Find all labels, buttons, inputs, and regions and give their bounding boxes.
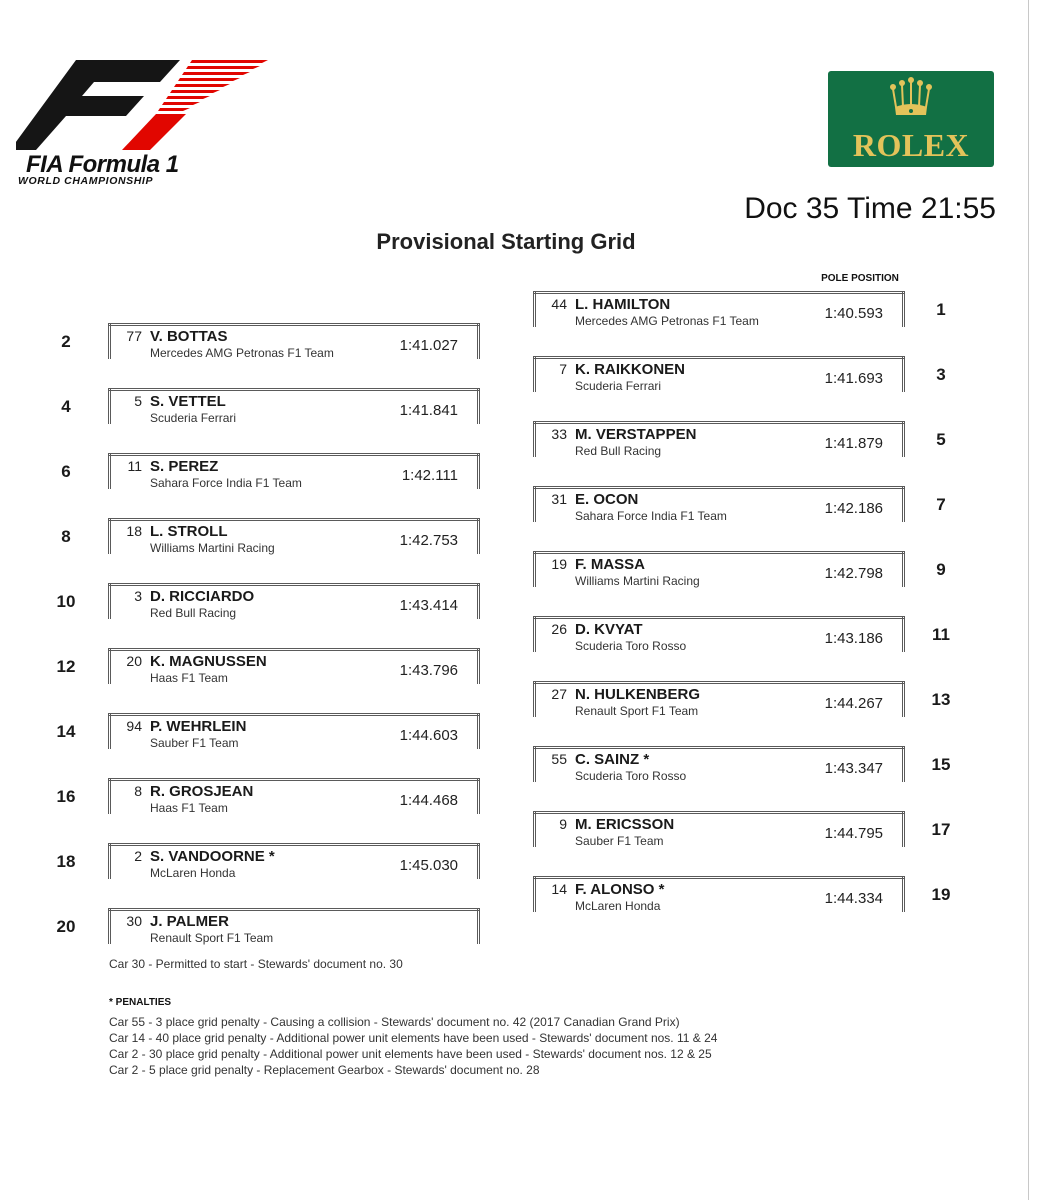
team-name: McLaren Honda — [150, 866, 236, 880]
car-number: 3 — [134, 588, 142, 604]
slot-border — [108, 323, 480, 326]
slot-border — [108, 388, 480, 391]
driver-name: S. VETTEL — [150, 393, 226, 410]
slot-border — [108, 843, 111, 879]
slot-border — [108, 583, 480, 586]
driver-name: F. ALONSO * — [575, 881, 665, 898]
driver-name: N. HULKENBERG — [575, 686, 701, 703]
driver-name: S. PEREZ — [150, 458, 219, 475]
team-name: Red Bull Racing — [575, 444, 662, 458]
grid-slot — [108, 713, 480, 749]
team-name: Haas F1 Team — [150, 671, 228, 685]
logo-name: FIA Formula 1 — [26, 151, 179, 178]
lap-time: 1:43.186 — [824, 630, 883, 647]
slot-border — [477, 778, 480, 814]
grid-position: 5 — [936, 430, 946, 449]
lap-time: 1:44.603 — [399, 727, 458, 744]
slot-border — [108, 778, 480, 781]
driver-name: C. SAINZ * — [575, 751, 650, 768]
driver-name: V. BOTTAS — [150, 328, 228, 345]
grid-slot — [108, 388, 480, 424]
f1-logo — [16, 58, 272, 188]
slot-border — [902, 356, 905, 392]
grid-position: 9 — [936, 560, 946, 579]
slot-border — [108, 648, 111, 684]
slot-border — [533, 486, 905, 489]
team-name: Renault Sport F1 Team — [575, 704, 699, 718]
lap-time: 1:40.593 — [824, 305, 883, 322]
grid-position: 7 — [936, 495, 946, 514]
car-number: 55 — [551, 751, 567, 767]
grid-position: 10 — [56, 592, 76, 611]
team-name: Sauber F1 Team — [150, 736, 239, 750]
slot-border — [902, 421, 905, 457]
driver-name: L. HAMILTON — [575, 296, 671, 313]
slot-border — [533, 551, 536, 587]
grid-slot — [533, 746, 905, 782]
grid-position: 11 — [932, 625, 950, 644]
slot-border — [477, 453, 480, 489]
grid-position: 18 — [56, 852, 76, 871]
grid-slot — [108, 648, 480, 684]
grid-position: 19 — [931, 885, 951, 904]
grid-slot — [108, 518, 480, 554]
slot-border — [533, 681, 536, 717]
penalty-line-4: Car 2 - 5 place grid penalty - Replacement Gearbox - Stewards' document no. 28 — [109, 1063, 540, 1077]
car-number: 2 — [134, 848, 142, 864]
slot-border — [902, 616, 905, 652]
slot-border — [108, 908, 480, 911]
grid-slot — [108, 843, 480, 879]
slot-border — [108, 518, 480, 521]
slot-border — [108, 908, 111, 944]
grid-slot — [533, 291, 905, 327]
team-name: Sauber F1 Team — [575, 834, 664, 848]
grid-position: 13 — [931, 690, 951, 709]
lap-time: 1:44.267 — [824, 695, 883, 712]
slot-border — [108, 453, 480, 456]
driver-name: D. KVYAT — [575, 621, 643, 638]
lap-time: 1:42.111 — [401, 467, 458, 484]
slot-border — [902, 291, 905, 327]
car-number: 9 — [559, 816, 567, 832]
lap-time: 1:42.186 — [824, 500, 883, 517]
team-name: Sahara Force India F1 Team — [575, 509, 727, 523]
slot-border — [108, 778, 111, 814]
slot-border — [902, 486, 905, 522]
slot-border — [477, 843, 480, 879]
sponsor-name: ROLEX — [852, 127, 970, 163]
slot-border — [477, 518, 480, 554]
slot-border — [533, 876, 905, 879]
slot-border — [477, 323, 480, 359]
slot-border — [108, 648, 480, 651]
lap-time: 1:44.468 — [399, 792, 458, 809]
grid-slot — [533, 616, 905, 652]
rolex-logo — [828, 71, 994, 167]
car-number: 27 — [551, 686, 567, 702]
grid-slot — [533, 486, 905, 522]
grid-slot — [533, 356, 905, 392]
team-name: Scuderia Toro Rosso — [575, 639, 687, 653]
lap-time: 1:41.879 — [824, 435, 883, 452]
lap-time: 1:41.693 — [824, 370, 883, 387]
grid-position: 12 — [56, 657, 76, 676]
car-number: 18 — [126, 523, 142, 539]
team-name: Red Bull Racing — [150, 606, 237, 620]
grid-position: 2 — [61, 332, 71, 351]
slot-border — [533, 291, 536, 327]
car-number: 20 — [126, 653, 142, 669]
slot-border — [533, 291, 905, 294]
slot-border — [533, 876, 536, 912]
lap-time: 1:45.030 — [399, 857, 458, 874]
car-number: 11 — [127, 458, 142, 474]
slot-border — [902, 746, 905, 782]
team-name: Scuderia Ferrari — [575, 379, 662, 393]
team-name: Williams Martini Racing — [150, 541, 275, 555]
driver-name: E. OCON — [575, 491, 639, 508]
penalty-line-1: Car 55 - 3 place grid penalty - Causing a collision - Stewards' document no. 42 (2017 Canadian Grand Prix) — [109, 1015, 680, 1029]
lap-time: 1:43.796 — [399, 662, 458, 679]
grid-position: 1 — [936, 300, 946, 319]
grid-slot — [108, 453, 480, 489]
grid-slot — [533, 551, 905, 587]
team-name: Williams Martini Racing — [575, 574, 700, 588]
slot-border — [477, 648, 480, 684]
grid-position: 14 — [56, 722, 76, 741]
grid-position: 15 — [931, 755, 951, 774]
driver-name: P. WEHRLEIN — [150, 718, 247, 735]
slot-border — [533, 486, 536, 522]
team-name: McLaren Honda — [575, 899, 661, 913]
slot-border — [533, 421, 536, 457]
penalty-line-3: Car 2 - 30 place grid penalty - Additional power unit elements have been used - Stewards' document nos. 12 & 25 — [109, 1047, 712, 1061]
slot-border — [108, 518, 111, 554]
lap-time: 1:41.027 — [399, 337, 458, 354]
slot-border — [477, 713, 480, 749]
slot-border — [108, 713, 111, 749]
grid-position: 17 — [931, 820, 951, 839]
slot-border — [533, 421, 905, 424]
car-number: 14 — [551, 881, 567, 897]
grid-position: 16 — [56, 787, 76, 806]
driver-name: M. ERICSSON — [575, 816, 675, 833]
car-number: 31 — [551, 491, 567, 507]
car-number: 77 — [126, 328, 142, 344]
driver-name: M. VERSTAPPEN — [575, 426, 697, 443]
driver-name: L. STROLL — [150, 523, 228, 540]
lap-time: 1:41.841 — [399, 402, 458, 419]
slot-border — [477, 583, 480, 619]
grid-slot — [533, 421, 905, 457]
grid-position: 8 — [61, 527, 71, 546]
slot-border — [108, 843, 480, 846]
pole-position-label: POLE POSITION — [821, 273, 899, 284]
car-note: Car 30 - Permitted to start - Stewards' document no. 30 — [109, 957, 403, 971]
slot-border — [108, 713, 480, 716]
driver-name: S. VANDOORNE * — [150, 848, 275, 865]
page-title: Provisional Starting Grid — [376, 229, 636, 254]
driver-name: R. GROSJEAN — [150, 783, 254, 800]
slot-border — [533, 551, 905, 554]
slot-border — [533, 811, 536, 847]
grid-position: 3 — [936, 365, 946, 384]
car-number: 33 — [551, 426, 567, 442]
driver-name: J. PALMER — [150, 913, 229, 930]
penalties-title: * PENALTIES — [109, 997, 172, 1008]
slot-border — [477, 908, 480, 944]
slot-border — [108, 388, 111, 424]
grid-position: 20 — [56, 917, 76, 936]
car-number: 94 — [126, 718, 142, 734]
f1-mark-icon — [16, 58, 272, 160]
grid-slot — [533, 876, 905, 912]
slot-border — [902, 681, 905, 717]
grid-slot — [533, 681, 905, 717]
lap-time: 1:42.798 — [824, 565, 883, 582]
car-number: 7 — [559, 361, 567, 377]
slot-border — [533, 746, 905, 749]
lap-time: 1:43.347 — [824, 760, 883, 777]
car-number: 8 — [134, 783, 142, 799]
slot-border — [533, 681, 905, 684]
grid-position: 6 — [61, 462, 71, 481]
slot-border — [477, 388, 480, 424]
grid-position: 4 — [61, 397, 71, 416]
penalty-line-2: Car 14 - 40 place grid penalty - Additional power unit elements have been used - Stewards' document nos. 11 & 24 — [109, 1031, 718, 1045]
team-name: Haas F1 Team — [150, 801, 228, 815]
slot-border — [533, 356, 536, 392]
slot-border — [108, 583, 111, 619]
slot-border — [533, 616, 536, 652]
lap-time: 1:43.414 — [399, 597, 458, 614]
car-number: 26 — [551, 621, 567, 637]
lap-time: 1:42.753 — [399, 532, 458, 549]
logo-subtitle: WORLD CHAMPIONSHIP — [18, 175, 154, 187]
driver-name: D. RICCIARDO — [150, 588, 255, 605]
doc-time: Doc 35 Time 21:55 — [744, 192, 996, 225]
grid-slot — [108, 908, 480, 944]
slot-border — [533, 356, 905, 359]
slot-border — [533, 616, 905, 619]
car-number: 19 — [551, 556, 567, 572]
team-name: Renault Sport F1 Team — [150, 931, 274, 945]
car-number: 5 — [134, 393, 142, 409]
team-name: Mercedes AMG Petronas F1 Team — [575, 314, 759, 328]
grid-slot — [108, 583, 480, 619]
slot-border — [533, 746, 536, 782]
page-edge-divider — [1028, 0, 1029, 1200]
slot-border — [533, 811, 905, 814]
driver-name: F. MASSA — [575, 556, 646, 573]
slot-border — [902, 811, 905, 847]
slot-border — [902, 876, 905, 912]
slot-border — [902, 551, 905, 587]
lap-time: 1:44.795 — [824, 825, 883, 842]
driver-name: K. RAIKKONEN — [575, 361, 686, 378]
slot-border — [108, 453, 111, 489]
driver-name: K. MAGNUSSEN — [150, 653, 267, 670]
team-name: Sahara Force India F1 Team — [150, 476, 302, 490]
lap-time: 1:44.334 — [824, 890, 883, 907]
grid-slot — [108, 323, 480, 359]
car-number: 30 — [126, 913, 142, 929]
grid-slot — [108, 778, 480, 814]
car-number: 44 — [551, 296, 567, 312]
team-name: Mercedes AMG Petronas F1 Team — [150, 346, 334, 360]
team-name: Scuderia Ferrari — [150, 411, 237, 425]
grid-slot — [533, 811, 905, 847]
slot-border — [108, 323, 111, 359]
team-name: Scuderia Toro Rosso — [575, 769, 687, 783]
crown-icon — [890, 77, 932, 121]
